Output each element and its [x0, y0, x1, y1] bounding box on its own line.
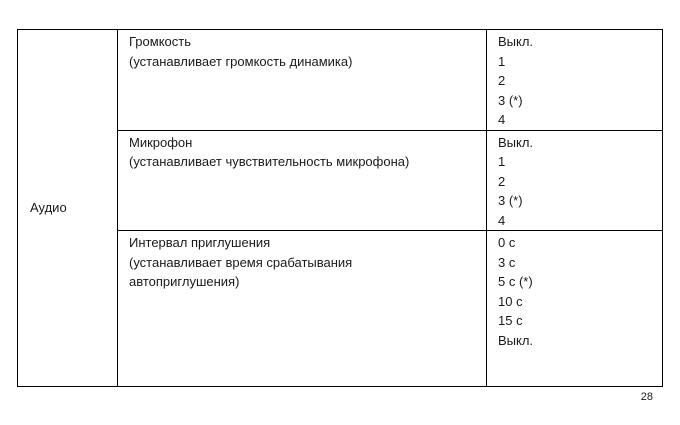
setting-description: автоприглушения) — [129, 274, 240, 289]
value-option: Выкл. — [498, 134, 534, 150]
value-option: 0 с — [498, 235, 516, 250]
value-option: 2 — [498, 73, 506, 88]
audio-settings-table — [17, 29, 663, 387]
values-cell-volume — [487, 30, 663, 131]
value-option: 4 — [498, 112, 506, 127]
value-option: 15 с — [498, 313, 523, 328]
value-option-default: 3 (*) — [498, 193, 523, 208]
value-option: 3 с — [498, 254, 516, 270]
setting-description: (устанавливает громкость динамика) — [129, 53, 353, 69]
setting-name: Микрофон — [129, 134, 193, 150]
setting-cell-volume — [118, 30, 487, 131]
value-option: 4 — [498, 212, 506, 228]
setting-name: Громкость — [129, 34, 191, 49]
setting-cell-microphone — [118, 130, 487, 231]
value-option: Выкл. — [498, 332, 534, 348]
values-cell-microphone — [487, 130, 663, 231]
page-number: 28 — [640, 391, 653, 403]
setting-name: Интервал приглушения — [129, 235, 271, 250]
setting-description: (устанавливает чувствительность микрофона) — [129, 154, 410, 169]
value-option: 1 — [498, 53, 506, 69]
values-cell-mute-interval — [487, 231, 663, 387]
value-option: 10 с — [498, 293, 523, 309]
value-option: Выкл. — [498, 34, 534, 49]
value-option-default: 3 (*) — [498, 92, 523, 108]
category-cell — [18, 30, 118, 387]
setting-description: (устанавливает время срабатывания — [129, 254, 353, 270]
table-row — [18, 30, 663, 131]
value-option: 2 — [498, 173, 506, 189]
setting-cell-mute-interval — [118, 231, 487, 387]
value-option-default: 5 с (*) — [498, 274, 533, 289]
value-option: 1 — [498, 154, 506, 169]
category-label: Аудио — [30, 200, 67, 216]
